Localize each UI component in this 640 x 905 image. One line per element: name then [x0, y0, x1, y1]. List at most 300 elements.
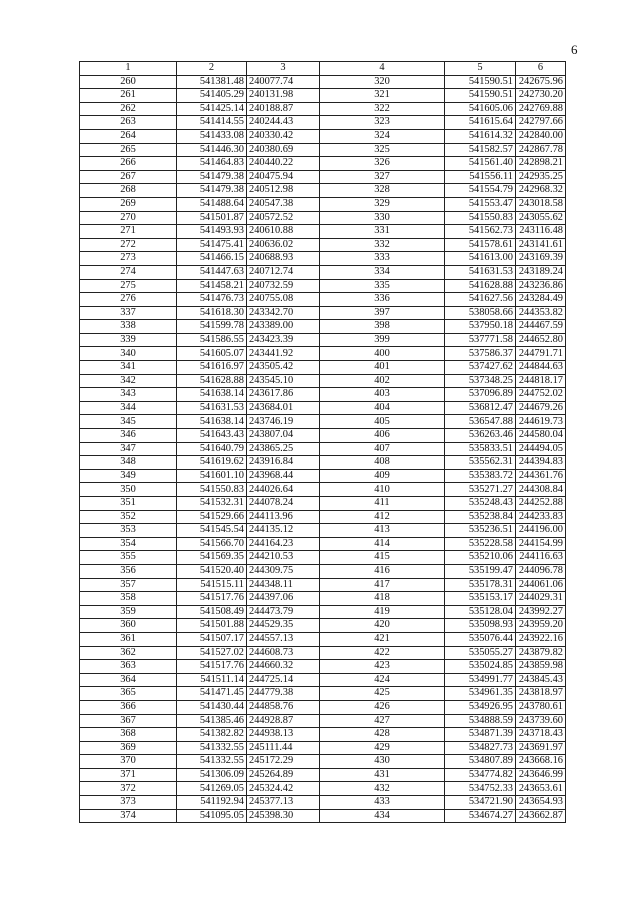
page-number: 6: [571, 42, 578, 57]
x-coordinate-cell: 541458.21: [177, 279, 247, 293]
point-number-cell: 269: [80, 197, 177, 211]
table-row: [80, 293, 566, 307]
y-coordinate-cell: 240244.43: [247, 116, 320, 130]
x-coordinate-cell: 534871.39: [445, 728, 516, 742]
point-number-cell: 357: [80, 578, 177, 592]
table-row: [80, 89, 566, 103]
y-coordinate-cell: 244096.78: [516, 564, 566, 578]
x-coordinate-cell: 541631.53: [177, 401, 247, 415]
y-coordinate-cell: 240755.08: [247, 293, 320, 307]
point-number-cell: 433: [320, 796, 445, 810]
x-coordinate-cell: 536812.47: [445, 401, 516, 415]
y-coordinate-cell: 240131.98: [247, 89, 320, 103]
x-coordinate-cell: 541638.14: [177, 388, 247, 402]
point-number-cell: 420: [320, 619, 445, 633]
x-coordinate-cell: 541614.32: [445, 129, 516, 143]
x-coordinate-cell: 541095.05: [177, 809, 247, 823]
table-row: [80, 714, 566, 728]
y-coordinate-cell: 244394.83: [516, 456, 566, 470]
point-number-cell: 402: [320, 374, 445, 388]
point-number-cell: 424: [320, 673, 445, 687]
x-coordinate-cell: 541638.14: [177, 415, 247, 429]
y-coordinate-cell: 244928.87: [247, 714, 320, 728]
point-number-cell: 360: [80, 619, 177, 633]
y-coordinate-cell: 240188.87: [247, 102, 320, 116]
y-coordinate-cell: 244164.23: [247, 537, 320, 551]
x-coordinate-cell: 535238.84: [445, 510, 516, 524]
point-number-cell: 412: [320, 510, 445, 524]
y-coordinate-cell: 243859.98: [516, 660, 566, 674]
y-coordinate-cell: 244348.11: [247, 578, 320, 592]
x-coordinate-cell: 541501.88: [177, 619, 247, 633]
x-coordinate-cell: 541618.30: [177, 306, 247, 320]
x-coordinate-cell: 541517.76: [177, 660, 247, 674]
table-row: [80, 116, 566, 130]
point-number-cell: 343: [80, 388, 177, 402]
y-coordinate-cell: 243116.48: [516, 225, 566, 239]
x-coordinate-cell: 541269.05: [177, 782, 247, 796]
point-number-cell: 347: [80, 442, 177, 456]
table-row: [80, 551, 566, 565]
point-number-cell: 320: [320, 75, 445, 89]
y-coordinate-cell: 240077.74: [247, 75, 320, 89]
y-coordinate-cell: 243865.25: [247, 442, 320, 456]
y-coordinate-cell: 244252.88: [516, 497, 566, 511]
x-coordinate-cell: 541508.49: [177, 605, 247, 619]
x-coordinate-cell: 541554.79: [445, 184, 516, 198]
table-row: [80, 252, 566, 266]
y-coordinate-cell: 243718.43: [516, 728, 566, 742]
y-coordinate-cell: 240688.93: [247, 252, 320, 266]
y-coordinate-cell: 245324.42: [247, 782, 320, 796]
table-row: [80, 755, 566, 769]
x-coordinate-cell: 541619.62: [177, 456, 247, 470]
table-row: [80, 646, 566, 660]
table-row: [80, 306, 566, 320]
point-number-cell: 326: [320, 157, 445, 171]
point-number-cell: 270: [80, 211, 177, 225]
point-number-cell: 407: [320, 442, 445, 456]
y-coordinate-cell: 243018.58: [516, 197, 566, 211]
x-coordinate-cell: 535271.27: [445, 483, 516, 497]
point-number-cell: 325: [320, 143, 445, 157]
point-number-cell: 350: [80, 483, 177, 497]
table-row: [80, 197, 566, 211]
point-number-cell: 265: [80, 143, 177, 157]
point-number-cell: 275: [80, 279, 177, 293]
y-coordinate-cell: 244353.82: [516, 306, 566, 320]
table-row: [80, 782, 566, 796]
y-coordinate-cell: 240512.98: [247, 184, 320, 198]
point-number-cell: 362: [80, 646, 177, 660]
x-coordinate-cell: 541476.73: [177, 293, 247, 307]
y-coordinate-cell: 243684.01: [247, 401, 320, 415]
x-coordinate-cell: 541515.11: [177, 578, 247, 592]
point-number-cell: 428: [320, 728, 445, 742]
y-coordinate-cell: 244078.24: [247, 497, 320, 511]
table-row: [80, 102, 566, 116]
point-number-cell: 411: [320, 497, 445, 511]
column-header: 4: [320, 62, 445, 76]
table-row: [80, 768, 566, 782]
point-number-cell: 263: [80, 116, 177, 130]
table-row: [80, 809, 566, 823]
x-coordinate-cell: 541599.78: [177, 320, 247, 334]
y-coordinate-cell: 243662.87: [516, 809, 566, 823]
point-number-cell: 399: [320, 333, 445, 347]
y-coordinate-cell: 245172.29: [247, 755, 320, 769]
y-coordinate-cell: 244135.12: [247, 524, 320, 538]
table-row: [80, 211, 566, 225]
y-coordinate-cell: 242968.32: [516, 184, 566, 198]
x-coordinate-cell: 541590.51: [445, 75, 516, 89]
table-row: [80, 170, 566, 184]
table-row: [80, 687, 566, 701]
y-coordinate-cell: 244308.84: [516, 483, 566, 497]
y-coordinate-cell: 242675.96: [516, 75, 566, 89]
x-coordinate-cell: 541578.61: [445, 238, 516, 252]
point-number-cell: 344: [80, 401, 177, 415]
table-row: [80, 442, 566, 456]
y-coordinate-cell: 244116.63: [516, 551, 566, 565]
point-number-cell: 397: [320, 306, 445, 320]
table-row: [80, 361, 566, 375]
x-coordinate-cell: 534721.90: [445, 796, 516, 810]
y-coordinate-cell: 240732.59: [247, 279, 320, 293]
y-coordinate-cell: 243879.82: [516, 646, 566, 660]
column-header: 2: [177, 62, 247, 76]
point-number-cell: 419: [320, 605, 445, 619]
y-coordinate-cell: 244660.32: [247, 660, 320, 674]
table-row: [80, 605, 566, 619]
point-number-cell: 405: [320, 415, 445, 429]
column-header: 5: [445, 62, 516, 76]
table-row: [80, 510, 566, 524]
y-coordinate-cell: 243055.62: [516, 211, 566, 225]
x-coordinate-cell: 535562.31: [445, 456, 516, 470]
y-coordinate-cell: 244473.79: [247, 605, 320, 619]
y-coordinate-cell: 244210.53: [247, 551, 320, 565]
x-coordinate-cell: 538058.66: [445, 306, 516, 320]
x-coordinate-cell: 541640.79: [177, 442, 247, 456]
y-coordinate-cell: 244233.83: [516, 510, 566, 524]
x-coordinate-cell: 536263.46: [445, 429, 516, 443]
point-number-cell: 421: [320, 632, 445, 646]
y-coordinate-cell: 244844.63: [516, 361, 566, 375]
table-row: [80, 456, 566, 470]
x-coordinate-cell: 535248.43: [445, 497, 516, 511]
y-coordinate-cell: 242898.21: [516, 157, 566, 171]
x-coordinate-cell: 534961.35: [445, 687, 516, 701]
y-coordinate-cell: 240380.69: [247, 143, 320, 157]
x-coordinate-cell: 541582.57: [445, 143, 516, 157]
y-coordinate-cell: 240330.42: [247, 129, 320, 143]
point-number-cell: 400: [320, 347, 445, 361]
y-coordinate-cell: 243668.16: [516, 755, 566, 769]
point-number-cell: 361: [80, 632, 177, 646]
table-row: [80, 700, 566, 714]
point-number-cell: 372: [80, 782, 177, 796]
table-row: [80, 537, 566, 551]
y-coordinate-cell: 244652.80: [516, 333, 566, 347]
point-number-cell: 370: [80, 755, 177, 769]
table-row: [80, 592, 566, 606]
x-coordinate-cell: 541511.14: [177, 673, 247, 687]
point-number-cell: 374: [80, 809, 177, 823]
point-number-cell: 334: [320, 265, 445, 279]
x-coordinate-cell: 541529.66: [177, 510, 247, 524]
y-coordinate-cell: 244752.02: [516, 388, 566, 402]
point-number-cell: 327: [320, 170, 445, 184]
point-number-cell: 264: [80, 129, 177, 143]
x-coordinate-cell: 541631.53: [445, 265, 516, 279]
point-number-cell: 355: [80, 551, 177, 565]
point-number-cell: 367: [80, 714, 177, 728]
table-row: [80, 184, 566, 198]
point-number-cell: 322: [320, 102, 445, 116]
y-coordinate-cell: 243654.93: [516, 796, 566, 810]
y-coordinate-cell: 244725.14: [247, 673, 320, 687]
x-coordinate-cell: 541507.17: [177, 632, 247, 646]
x-coordinate-cell: 535128.04: [445, 605, 516, 619]
y-coordinate-cell: 244557.13: [247, 632, 320, 646]
x-coordinate-cell: 541561.40: [445, 157, 516, 171]
y-coordinate-cell: 240712.74: [247, 265, 320, 279]
point-number-cell: 340: [80, 347, 177, 361]
y-coordinate-cell: 243968.44: [247, 469, 320, 483]
x-coordinate-cell: 541628.88: [445, 279, 516, 293]
y-coordinate-cell: 243922.16: [516, 632, 566, 646]
x-coordinate-cell: 534888.59: [445, 714, 516, 728]
point-number-cell: 345: [80, 415, 177, 429]
y-coordinate-cell: 243441.92: [247, 347, 320, 361]
point-number-cell: 427: [320, 714, 445, 728]
x-coordinate-cell: 541556.11: [445, 170, 516, 184]
x-coordinate-cell: 535833.51: [445, 442, 516, 456]
x-coordinate-cell: 541527.02: [177, 646, 247, 660]
point-number-cell: 260: [80, 75, 177, 89]
x-coordinate-cell: 541192.94: [177, 796, 247, 810]
table-row: [80, 415, 566, 429]
point-number-cell: 356: [80, 564, 177, 578]
x-coordinate-cell: 541382.82: [177, 728, 247, 742]
point-number-cell: 332: [320, 238, 445, 252]
x-coordinate-cell: 534774.82: [445, 768, 516, 782]
y-coordinate-cell: 244679.26: [516, 401, 566, 415]
table-row: [80, 564, 566, 578]
point-number-cell: 404: [320, 401, 445, 415]
point-number-cell: 417: [320, 578, 445, 592]
x-coordinate-cell: 541471.45: [177, 687, 247, 701]
y-coordinate-cell: 243653.61: [516, 782, 566, 796]
x-coordinate-cell: 541479.38: [177, 184, 247, 198]
y-coordinate-cell: 243169.39: [516, 252, 566, 266]
point-number-cell: 403: [320, 388, 445, 402]
point-number-cell: 425: [320, 687, 445, 701]
x-coordinate-cell: 541446.30: [177, 143, 247, 157]
x-coordinate-cell: 535210.06: [445, 551, 516, 565]
point-number-cell: 324: [320, 129, 445, 143]
x-coordinate-cell: 541590.51: [445, 89, 516, 103]
point-number-cell: 352: [80, 510, 177, 524]
point-number-cell: 422: [320, 646, 445, 660]
table-row: [80, 469, 566, 483]
table-row: [80, 347, 566, 361]
table-row: [80, 578, 566, 592]
x-coordinate-cell: 537348.25: [445, 374, 516, 388]
table-row: [80, 741, 566, 755]
point-number-cell: 430: [320, 755, 445, 769]
y-coordinate-cell: 244113.96: [247, 510, 320, 524]
x-coordinate-cell: 541405.29: [177, 89, 247, 103]
y-coordinate-cell: 243141.61: [516, 238, 566, 252]
x-coordinate-cell: 541385.46: [177, 714, 247, 728]
y-coordinate-cell: 244361.76: [516, 469, 566, 483]
y-coordinate-cell: 243389.00: [247, 320, 320, 334]
x-coordinate-cell: 537586.37: [445, 347, 516, 361]
column-header: 1: [80, 62, 177, 76]
x-coordinate-cell: 541414.55: [177, 116, 247, 130]
y-coordinate-cell: 240547.38: [247, 197, 320, 211]
table-row: [80, 374, 566, 388]
y-coordinate-cell: 242730.20: [516, 89, 566, 103]
x-coordinate-cell: 535055.27: [445, 646, 516, 660]
x-coordinate-cell: 541433.08: [177, 129, 247, 143]
y-coordinate-cell: 242935.25: [516, 170, 566, 184]
y-coordinate-cell: 243780.61: [516, 700, 566, 714]
point-number-cell: 365: [80, 687, 177, 701]
point-number-cell: 426: [320, 700, 445, 714]
y-coordinate-cell: 243423.39: [247, 333, 320, 347]
point-number-cell: 262: [80, 102, 177, 116]
y-coordinate-cell: 243691.97: [516, 741, 566, 755]
y-coordinate-cell: 245398.30: [247, 809, 320, 823]
x-coordinate-cell: 534752.33: [445, 782, 516, 796]
point-number-cell: 328: [320, 184, 445, 198]
table-row: [80, 388, 566, 402]
x-coordinate-cell: 541553.47: [445, 197, 516, 211]
x-coordinate-cell: 541464.83: [177, 157, 247, 171]
y-coordinate-cell: 244818.17: [516, 374, 566, 388]
point-number-cell: 353: [80, 524, 177, 538]
table-row: [80, 333, 566, 347]
x-coordinate-cell: 537427.62: [445, 361, 516, 375]
y-coordinate-cell: 244858.76: [247, 700, 320, 714]
x-coordinate-cell: 541550.83: [177, 483, 247, 497]
y-coordinate-cell: 244026.64: [247, 483, 320, 497]
point-number-cell: 276: [80, 293, 177, 307]
point-number-cell: 432: [320, 782, 445, 796]
point-number-cell: 349: [80, 469, 177, 483]
column-header: 6: [516, 62, 566, 76]
x-coordinate-cell: 541586.55: [177, 333, 247, 347]
table-row: [80, 632, 566, 646]
y-coordinate-cell: 242840.00: [516, 129, 566, 143]
x-coordinate-cell: 541466.15: [177, 252, 247, 266]
x-coordinate-cell: 541517.76: [177, 592, 247, 606]
y-coordinate-cell: 243746.19: [247, 415, 320, 429]
x-coordinate-cell: 535024.85: [445, 660, 516, 674]
point-number-cell: 273: [80, 252, 177, 266]
x-coordinate-cell: 541545.54: [177, 524, 247, 538]
x-coordinate-cell: 535153.17: [445, 592, 516, 606]
x-coordinate-cell: 535098.93: [445, 619, 516, 633]
x-coordinate-cell: 541488.64: [177, 197, 247, 211]
y-coordinate-cell: 243807.04: [247, 429, 320, 443]
table-row: [80, 660, 566, 674]
y-coordinate-cell: 244608.73: [247, 646, 320, 660]
y-coordinate-cell: 244938.13: [247, 728, 320, 742]
y-coordinate-cell: 242797.66: [516, 116, 566, 130]
point-number-cell: 266: [80, 157, 177, 171]
table-row: [80, 75, 566, 89]
point-number-cell: 364: [80, 673, 177, 687]
point-number-cell: 431: [320, 768, 445, 782]
y-coordinate-cell: 245264.89: [247, 768, 320, 782]
y-coordinate-cell: 243739.60: [516, 714, 566, 728]
x-coordinate-cell: 541605.07: [177, 347, 247, 361]
point-number-cell: 354: [80, 537, 177, 551]
point-number-cell: 359: [80, 605, 177, 619]
y-coordinate-cell: 244529.35: [247, 619, 320, 633]
y-coordinate-cell: 243236.86: [516, 279, 566, 293]
point-number-cell: 414: [320, 537, 445, 551]
coordinates-table: [79, 61, 566, 823]
point-number-cell: 346: [80, 429, 177, 443]
x-coordinate-cell: 541628.88: [177, 374, 247, 388]
x-coordinate-cell: 537950.18: [445, 320, 516, 334]
point-number-cell: 351: [80, 497, 177, 511]
x-coordinate-cell: 541532.31: [177, 497, 247, 511]
point-number-cell: 271: [80, 225, 177, 239]
x-coordinate-cell: 541425.14: [177, 102, 247, 116]
table-row: [80, 497, 566, 511]
y-coordinate-cell: 243617.86: [247, 388, 320, 402]
table-row: [80, 619, 566, 633]
point-number-cell: 331: [320, 225, 445, 239]
y-coordinate-cell: 243189.24: [516, 265, 566, 279]
point-number-cell: 336: [320, 293, 445, 307]
y-coordinate-cell: 243545.10: [247, 374, 320, 388]
x-coordinate-cell: 541615.64: [445, 116, 516, 130]
table-row: [80, 728, 566, 742]
y-coordinate-cell: 240572.52: [247, 211, 320, 225]
x-coordinate-cell: 534674.27: [445, 809, 516, 823]
x-coordinate-cell: 535199.47: [445, 564, 516, 578]
y-coordinate-cell: 243845.43: [516, 673, 566, 687]
point-number-cell: 398: [320, 320, 445, 334]
x-coordinate-cell: 541562.73: [445, 225, 516, 239]
table-row: [80, 524, 566, 538]
x-coordinate-cell: 535236.51: [445, 524, 516, 538]
x-coordinate-cell: 537771.58: [445, 333, 516, 347]
y-coordinate-cell: 242867.78: [516, 143, 566, 157]
table-row: [80, 401, 566, 415]
point-number-cell: 369: [80, 741, 177, 755]
y-coordinate-cell: 240475.94: [247, 170, 320, 184]
y-coordinate-cell: 245111.44: [247, 741, 320, 755]
point-number-cell: 341: [80, 361, 177, 375]
point-number-cell: 274: [80, 265, 177, 279]
point-number-cell: 434: [320, 809, 445, 823]
x-coordinate-cell: 535228.58: [445, 537, 516, 551]
y-coordinate-cell: 244779.38: [247, 687, 320, 701]
x-coordinate-cell: 541601.10: [177, 469, 247, 483]
table-row: [80, 429, 566, 443]
point-number-cell: 423: [320, 660, 445, 674]
point-number-cell: 406: [320, 429, 445, 443]
x-coordinate-cell: 541616.97: [177, 361, 247, 375]
